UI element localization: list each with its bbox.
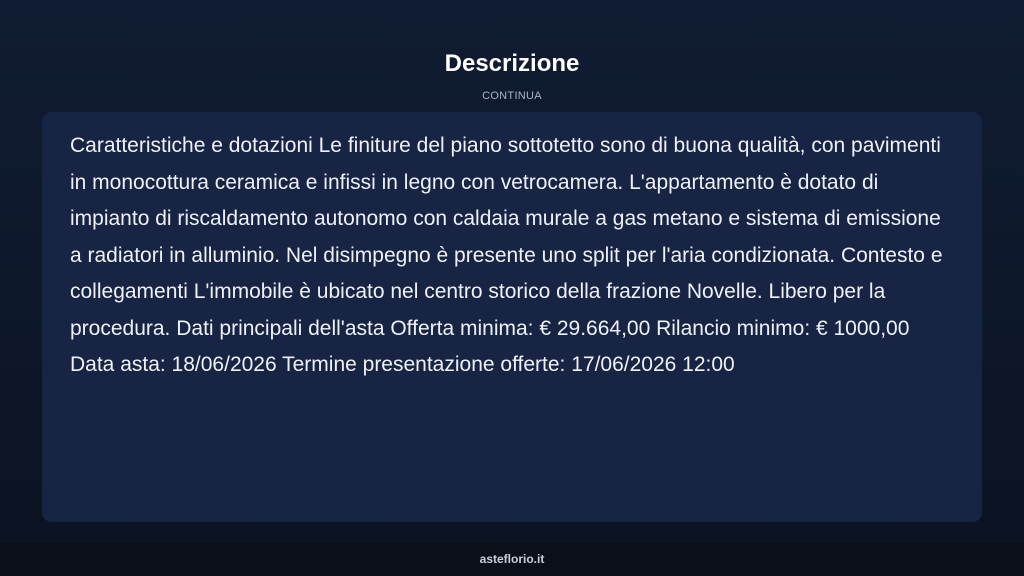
page-title: Descrizione	[444, 50, 580, 77]
footer-site-label: asteflorio.it	[479, 552, 545, 566]
description-card	[42, 112, 982, 522]
footer-bar	[0, 543, 1024, 576]
description-text: Caratteristiche e dotazioni Le finiture del piano sottotetto sono di buona qualità, con pavimenti in monocottura ceramica e infissi in legno con vetrocamera. L'appartamento è dotato di impianto di riscaldamento autonomo con caldaia murale a gas metano e sistema di emissione a radiatori in alluminio. Nel disimpegno è presente uno split per l'aria condizionata. Contesto e collegamenti L'immobile è ubicato nel centro storico della frazione Novelle. Libero per la procedura. Dati principali dell'asta Offerta minima: € 29.664,00 Rilancio minimo: € 1000,00 Data asta: 18/06/2026 Termine presentazione offerte: 17/06/2026 12:00	[70, 134, 943, 376]
page-subtitle: CONTINUA	[482, 90, 542, 102]
